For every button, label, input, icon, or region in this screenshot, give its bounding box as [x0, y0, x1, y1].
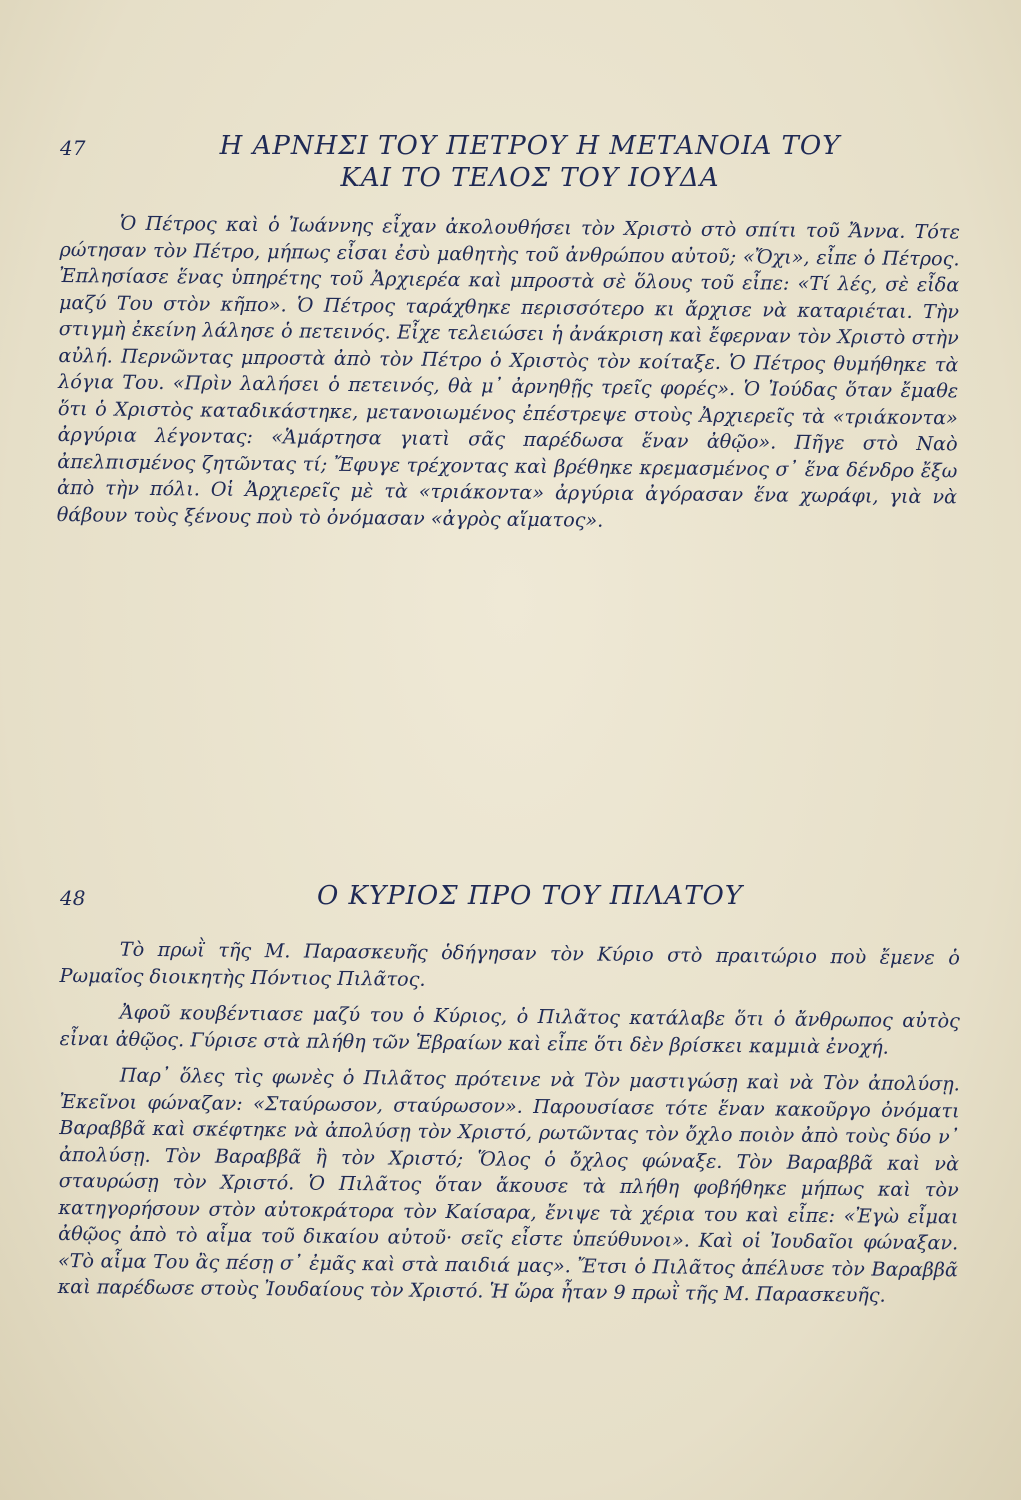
paragraph: Ὁ Πέτρος καὶ ὁ Ἰωάννης εἶχαν ἀκολουθήσει τὸν Χριστὸ στὸ σπίτι τοῦ Ἄννα. Τότε ρώτησαν τὸν Πέτρο, μήπως εἶσαι ἐσὺ μαθητὴς τοῦ ἀνθρώπου αὐτοῦ; «Ὄχι», εἶπε ὁ Πέτρος. Ἐπλησίασε ἕνας ὑπηρέτης τοῦ Ἀρχιερέα καὶ μπροστὰ σὲ ὅλους τοῦ εἶπε: «Τί λές, σὲ εἶδα μαζύ Του στὸν κῆπο». Ὁ Πέτρος ταράχθηκε περισσότερο κι ἄρχισε νὰ καταριέται. Τὴν στιγμὴ ἐκείνη λάλησε ὁ πετεινός. Εἶχε τελειώσει ἡ ἀνάκριση καὶ ἔφερναν τὸν Χριστὸ στὴν αὐλή. Περνῶντας μπροστὰ ἀπὸ τὸν Πέτρο ὁ Χριστὸς τὸν κοίταξε. Ὁ Πέτρος θυμήθηκε τὰ λόγια Του. «Πρὶν λαλήσει ὁ πετεινός, θὰ μ᾽ ἀρνηθῇς τρεῖς φορές». Ὁ Ἰούδας ὅταν ἔμαθε ὅτι ὁ Χριστὸς καταδικάστηκε, μετανοιωμένος ἐπέστρεψε στοὺς Ἀρχιερεῖς τὰ «τριάκοντα» ἀργύρια λέγοντας: «Ἁμάρτησα γιατὶ σᾶς παρέδωσα ἕναν ἀθῷο». Πῆγε στὸ Ναὸ ἀπελπισμένος ζητῶντας τί; Ἔφυγε τρέχοντας καὶ βρέθηκε κρεμασμένος σ᾽ ἕνα δένδρο ἔξω ἀπὸ τὴν πόλι. Οἱ Ἀρχιερεῖς μὲ τὰ «τριάκοντα» ἀργύρια ἀγόρασαν ἕνα χωράφι, γιὰ νὰ θάβουν τοὺς ξένους ποὺ τὸ ὀνόμασαν «ἀγρὸς αἵματος». — [56, 211, 960, 532]
section-number: 48 — [60, 886, 86, 910]
section-header — [60, 130, 960, 200]
paragraph: Ἀφοῦ κουβέντιασε μαζύ του ὁ Κύριος, ὁ Πιλᾶτος κατάλαβε ὅτι ὁ ἄνθρωπος αὐτὸς εἶναι ἀθῷος. Γύρισε στὰ πλήθη τῶν Ἑβραίων καὶ εἶπε ὅτι δὲν βρίσκει καμμιὰ ἐνοχή. — [59, 1000, 960, 1059]
section-number: 47 — [60, 136, 86, 160]
section-title-line-2: ΚΑΙ ΤΟ ΤΕΛΟΣ ΤΟΥ ΙΟΥΔΑ — [340, 163, 720, 193]
section-title-line-1: Η ΑΡΝΗΣΙ ΤΟΥ ΠΕΤΡΟΥ Η ΜΕΤΑΝΟΙΑ ΤΟΥ — [219, 131, 841, 161]
paragraph: Παρ᾽ ὅλες τὶς φωνὲς ὁ Πιλᾶτος πρότεινε νὰ Τὸν μαστιγώσῃ καὶ νὰ Τὸν ἀπολύσῃ. Ἐκεῖνοι φώναζαν: «Σταύρωσον, σταύρωσον». Παρουσίασε τότε ἕναν κακοῦργο ὀνόματι Βαραββᾶ καὶ σκέφτηκε νὰ ἀπολύσῃ τὸν Χριστό, ρωτῶντας τὸν ὄχλο ποιὸν ἀπὸ τοὺς δύο ν᾽ ἀπολύσῃ. Τὸν Βαραββᾶ ἢ τὸν Χριστό; Ὅλος ὁ ὄχλος φώναξε. Τὸν Βαραββᾶ καὶ νὰ σταυρώσῃ τὸν Χριστό. Ὁ Πιλᾶτος ὅταν ἄκουσε τὰ πλήθη φοβήθηκε μήπως καὶ τὸν κατηγορήσουν στὸν αὐτοκράτορα τὸν Καίσαρα, ἔνιψε τὰ χέρια του καὶ εἶπε: «Ἐγὼ εἶμαι ἀθῷος ἀπὸ τὸ αἷμα τοῦ δικαίου αὐτοῦ· σεῖς εἶστε ὑπεύθυνοι». Καὶ οἱ Ἰουδαῖοι φώναξαν. «Τὸ αἷμα Του ἂς πέσῃ σ᾽ ἐμᾶς καὶ στὰ παιδιά μας». Ἔτσι ὁ Πιλᾶτος ἀπέλυσε τὸν Βαραββᾶ καὶ παρέδωσε στοὺς Ἰουδαίους τὸν Χριστό. Ἡ ὥρα ἦταν 9 πρωῒ τῆς Μ. Παρασκευῆς. — [57, 1063, 960, 1307]
section-47 — [56, 130, 960, 532]
section-title-line-1: Ο ΚΥΡΙΟΣ ΠΡΟ ΤΟΥ ΠΙΛΑΤΟΥ — [316, 881, 744, 911]
section-title — [60, 880, 960, 912]
section-header — [60, 880, 960, 936]
paragraph: Τὸ πρωῒ τῆς Μ. Παρασκευῆς ὁδήγησαν τὸν Κύριο στὸ πραιτώριο ποὺ ἔμενε ὁ Ρωμαῖος διοικητὴς Πόντιος Πιλᾶτος. — [59, 937, 960, 991]
section-48 — [57, 880, 960, 1307]
section-title — [60, 130, 960, 194]
